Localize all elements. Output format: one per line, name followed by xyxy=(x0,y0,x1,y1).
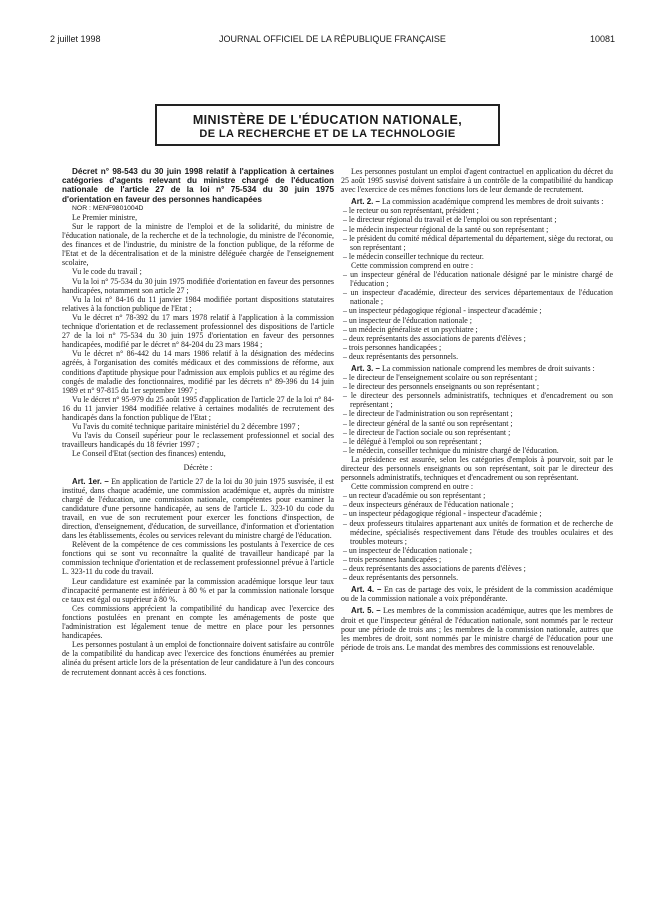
ministry-line-2: DE LA RECHERCHE ET DE LA TECHNOLOGIE xyxy=(199,128,456,140)
list-item: – le directeur régional du travail et de l'emploi ou son représentant ; xyxy=(343,215,557,225)
article-1 xyxy=(62,477,334,541)
article-text: Les membres de la commission académique, autres que les membres de droit et que l'inspecteur général de l'éducation nationale, sont nommés par le recteur pour une période de trois ans ; les membres de la commission nationale, autres que les membres de droit, sont nommés par le ministre chargé de l'éducation pour une période de trois ans. Le mandat des membres des commissions est renouvelable. xyxy=(341,606,613,652)
article-label: Art. 2. – xyxy=(351,197,380,207)
list-item: – le directeur de l'action sociale ou son représentant ; xyxy=(343,427,511,437)
decrete-heading: Décrète : xyxy=(183,463,213,473)
list-item: – deux représentants des personnels. xyxy=(343,573,459,583)
paragraph: Vu le décret n° 95-979 du 25 août 1995 d'application de l'article 27 de la loi n° 84-16 du 11 janvier 1984 modifiée relative à certaines modalités de recrutement des handicapés dans la fonction publique de l'Etat ; xyxy=(62,394,334,422)
article-label: Art. 1er. – xyxy=(72,476,109,486)
ministry-heading-box xyxy=(155,104,500,146)
header-date: 2 juillet 1998 xyxy=(50,34,101,44)
list-item: – un recteur d'académie ou son représentant ; xyxy=(343,491,486,501)
article-2 xyxy=(341,197,613,206)
paragraph: Vu le code du travail ; xyxy=(72,267,142,277)
paragraph: Relèvent de la compétence de ces commissions les postulants à l'exercice de ces fonctions qui se sont vu reconnaître la qualité de travailleur handicapé par la commission technique d'orientation et de reclassement professionnel prévue à l'article L. 323-11 du code du travail. xyxy=(62,540,334,577)
list-item: – le médecin conseiller technique du recteur. xyxy=(343,251,484,261)
list-item: – le directeur de l'enseignement scolaire ou son représentant ; xyxy=(343,373,538,383)
list-item: – deux professeurs titulaires appartenant aux unités de formation et de recherche de médecine, spécialisés respectivement dans l'étude des troubles oculaires et des troubles moteurs ; xyxy=(343,518,613,546)
list-item: – un inspecteur d'académie, directeur des services départementaux de l'éducation nationale ; xyxy=(343,288,613,307)
list-item: – un inspecteur de l'éducation nationale ; xyxy=(343,545,472,555)
member-list xyxy=(341,373,613,455)
list-item: – deux représentants des personnels. xyxy=(343,351,459,361)
paragraph: Vu la loi n° 84-16 du 11 janvier 1984 modifiée portant dispositions statutaires relatives à la fonction publique de l'Etat ; xyxy=(62,294,334,313)
paragraph: Vu le décret n° 78-392 du 17 mars 1978 relatif à l'application à la commission technique d'orientation et de reclassement professionnel des dispositions de l'article 27 de la loi n° 75-534 du 30 juin 1975 d'orientation en faveur des personnes handicapées, modifié par le décret n° 84-204 du 23 mars 1984 ; xyxy=(62,312,334,350)
list-item: – le directeur de l'administration ou son représentant ; xyxy=(343,409,513,419)
list-item: – deux inspecteurs généraux de l'éducation nationale ; xyxy=(343,500,514,510)
journal-title: JOURNAL OFFICIEL DE LA RÉPUBLIQUE FRANÇAISE xyxy=(219,34,446,44)
decree-title: Décret n° 98-543 du 30 juin 1998 relatif à l'application à certaines catégories d'agents relevant du ministre chargé de l'éducation nationale de l'article 27 de la loi n° 75-534 du 30 juin 1975 d'orientation en faveur des personnes handicapées xyxy=(62,167,334,204)
list-item: – trois personnes handicapées ; xyxy=(343,342,442,352)
paragraph: Vu la loi n° 75-534 du 30 juin 1975 modifiée d'orientation en faveur des personnes handicapées, notamment son article 27 ; xyxy=(62,276,334,295)
member-list xyxy=(341,491,613,582)
article-label: Art. 3. – xyxy=(351,363,380,373)
page-header xyxy=(50,34,615,48)
list-item: – un médecin généraliste et un psychiatre ; xyxy=(343,324,478,334)
article-label: Art. 4. – xyxy=(351,585,382,595)
article-text: La commission académique comprend les membres de droit suivants : xyxy=(381,197,604,207)
list-item: – le président du comité médical départemental du département, siège du rectorat, ou son représentant ; xyxy=(343,233,613,252)
nor-reference: NOR : MENF9801004D xyxy=(72,204,144,212)
article-4 xyxy=(341,585,613,603)
article-text: En cas de partage des voix, le président de la commission académique ou de la commission nationale a voix prépondérante. xyxy=(341,585,613,604)
paragraph: Leur candidature est examinée par la commission académique lorsque leur taux d'incapacité permanente est inférieur à 80 % et par la commission nationale lorsque ce taux est égal ou supérieur à 80 %. xyxy=(62,576,334,604)
ministry-line-1: MINISTÈRE DE L'ÉDUCATION NATIONALE, xyxy=(192,113,463,127)
page-number: 10081 xyxy=(589,34,615,44)
paragraph: Le Conseil d'Etat (section des finances) entendu, xyxy=(72,449,226,459)
left-column xyxy=(62,167,334,677)
list-item: – trois personnes handicapées ; xyxy=(343,554,442,564)
list-item: – un inspecteur pédagogique régional - inspecteur d'académie ; xyxy=(343,306,542,316)
list-item: – le médecin inspecteur régional de la santé ou son représentant ; xyxy=(343,224,549,234)
article-text: La commission nationale comprend les membres de droit suivants : xyxy=(381,363,595,373)
list-item: – le délégué à l'emploi ou son représentant ; xyxy=(343,436,482,446)
list-item: – un inspecteur de l'éducation nationale ; xyxy=(343,315,472,325)
list-item: – deux représentants des associations de parents d'élèves ; xyxy=(343,333,526,343)
paragraph: Vu le décret n° 86-442 du 14 mars 1986 relatif à la désignation des médecins agréés, à l'organisation des comités médicaux et des commissions de réforme, aux conditions d'aptitude physique pour l'admission aux emplois publics et au régime des congés de maladie des fonctionnaires, modifié par les décrets n° 89-396 du 14 juin 1989 et n° 97-815 du 1er septembre 1997 ; xyxy=(62,349,334,395)
list-item: – un inspecteur général de l'éducation nationale désigné par le ministre chargé de l'éducation ; xyxy=(343,270,613,289)
list-item: – le directeur général de la santé ou son représentant ; xyxy=(343,418,513,428)
paragraph: La présidence est assurée, selon les catégories d'emplois à pourvoir, soit par le directeur des personnels enseignants ou son représentant, soit par le directeur des personnels administratifs, techniques et d'encadrement ou son représentant. xyxy=(341,454,613,483)
paragraph: Cette commission comprend en outre : xyxy=(351,260,474,270)
paragraph: Ces commissions apprécient la compatibilité du handicap avec l'exercice des fonctions postulées en prenant en compte les aménagements de poste que l'administration est légalement tenue de mettre en place pour les personnes handicapées. xyxy=(62,603,334,641)
article-label: Art. 5. – xyxy=(351,606,381,616)
paragraph: Les personnes postulant un emploi d'agent contractuel en application du décret du 25 août 1995 susvisé doivent satisfaire à un contrôle de la compatibilité du handicap avec l'exercice de ces mêmes fonctions lors de leur demande de recrutement. xyxy=(341,167,613,195)
list-item: – deux représentants des associations de parents d'élèves ; xyxy=(343,564,526,574)
article-5 xyxy=(341,606,613,651)
paragraph: Sur le rapport de la ministre de l'emploi et de la solidarité, du ministre de l'éducation nationale, de la recherche et de la technologie, du ministre de l'économie, des finances et de l'industrie, du ministre de la fonction publique, de la réforme de l'Etat et de la décentralisation et de la ministre déléguée chargée de l'enseignement scolaire, xyxy=(62,222,334,268)
list-item: – le directeur des personnels enseignants ou son représentant ; xyxy=(343,382,540,392)
list-item: – le médecin, conseiller technique du ministre chargé de l'éducation. xyxy=(343,445,559,455)
paragraph: Vu l'avis du comité technique paritaire ministériel du 2 décembre 1997 ; xyxy=(72,422,300,432)
member-list xyxy=(341,270,613,361)
list-item: – le recteur ou son représentant, président ; xyxy=(343,206,479,216)
right-column xyxy=(341,167,613,652)
member-list xyxy=(341,206,613,261)
list-item: – le directeur des personnels administratifs, techniques et d'encadrement ou son représentant ; xyxy=(343,391,613,410)
paragraph: Les personnes postulant à un emploi de fonctionnaire doivent satisfaire au contrôle de la compatibilité du handicap avec l'exercice des fonctions énumérées au premier alinéa du présent article lors de la présentation de leur candidature à l'un des concours de recrutement donnant accès à ces fonctions. xyxy=(62,640,334,677)
article-text: En application de l'article 27 de la loi du 30 juin 1975 susvisée, il est institué, dans chaque académie, une commission académique et, auprès du ministre chargé de l'éducation, une commission nationale, compétentes pour examiner la candidature d'une personne handicapée, au sens de l'article L. 323-10 du code du travail, en vue de son recrutement pour exercer les fonctions d'inspection, de direction, d'enseignement, d'éducation, de surveillance, d'information et d'orientation dans les établissements, écoles ou services relevant du ministre chargé de l'éducation. xyxy=(62,476,335,541)
article-3 xyxy=(341,364,613,373)
paragraph: Vu l'avis du Conseil supérieur pour le reclassement professionnel et social des travailleurs handicapés du 18 février 1997 ; xyxy=(62,431,334,450)
list-item: – un inspecteur pédagogique régional - inspecteur d'académie ; xyxy=(343,509,542,519)
paragraph: Le Premier ministre, xyxy=(72,212,138,222)
paragraph: Cette commission comprend en outre : xyxy=(351,482,474,492)
